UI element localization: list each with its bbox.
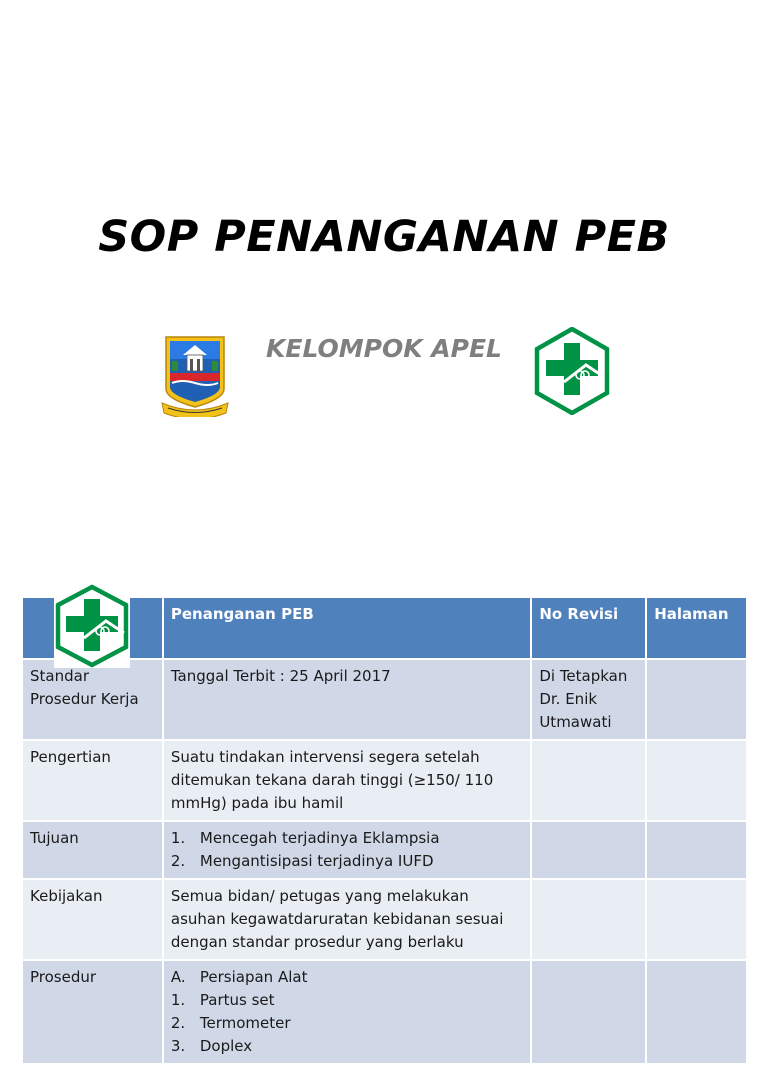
list-item bbox=[171, 966, 523, 989]
row-col4 bbox=[646, 740, 747, 821]
header-revision: No Revisi bbox=[531, 597, 646, 659]
list-item bbox=[171, 850, 523, 873]
row-content: Tanggal Terbit : 25 April 2017 bbox=[163, 659, 531, 740]
puskesmas-logo-icon bbox=[54, 584, 130, 668]
row-col4 bbox=[646, 960, 747, 1064]
list-text: Partus set bbox=[199, 991, 275, 1009]
list-text: Doplex bbox=[199, 1037, 253, 1055]
row-col3 bbox=[531, 879, 646, 960]
list-number: A. bbox=[170, 968, 186, 986]
sop-table bbox=[21, 596, 748, 1065]
row-col3 bbox=[531, 821, 646, 879]
list-item bbox=[171, 1035, 523, 1058]
table-header-row bbox=[22, 597, 747, 659]
puskesmas-logo-icon bbox=[534, 327, 610, 415]
numbered-list bbox=[171, 966, 523, 1058]
row-col3 bbox=[531, 960, 646, 1064]
numbered-list bbox=[171, 827, 523, 873]
row-col4 bbox=[646, 659, 747, 740]
header-title: Penanganan PEB bbox=[163, 597, 531, 659]
row-col4 bbox=[646, 821, 747, 879]
row-label: Pengertian bbox=[22, 740, 163, 821]
table-row bbox=[22, 960, 747, 1064]
list-number: 2. bbox=[170, 1014, 186, 1032]
row-col3 bbox=[531, 740, 646, 821]
row-label: Prosedur bbox=[22, 960, 163, 1064]
slide-title: SOP PENANGANAN PEB bbox=[98, 212, 670, 262]
table-row bbox=[22, 659, 747, 740]
sop-table-container bbox=[21, 596, 748, 1065]
list-text: Mengantisipasi terjadinya IUFD bbox=[199, 852, 434, 870]
row-label: Standar Prosedur Kerja bbox=[22, 659, 163, 740]
row-content: Semua bidan/ petugas yang melakukan asuhan kegawatdaruratan kebidanan sesuai dengan standar prosedur yang berlaku bbox=[163, 879, 531, 960]
slide-subtitle: KELOMPOK APEL bbox=[266, 334, 502, 363]
header-page: Halaman bbox=[646, 597, 747, 659]
row-label: Tujuan bbox=[22, 821, 163, 879]
list-number: 2. bbox=[170, 852, 186, 870]
list-text: Persiapan Alat bbox=[199, 968, 308, 986]
row-content bbox=[163, 821, 531, 879]
row-col4 bbox=[646, 879, 747, 960]
row-label: Kebijakan bbox=[22, 879, 163, 960]
list-number: 1. bbox=[170, 991, 186, 1009]
header-logo-cell bbox=[22, 597, 163, 659]
list-item bbox=[171, 827, 523, 850]
row-content: Suatu tindakan intervensi segera setelah ditemukan tekana darah tinggi (≥150/ 110 mmHg) pada ibu hamil bbox=[163, 740, 531, 821]
row-content bbox=[163, 960, 531, 1064]
table-row bbox=[22, 879, 747, 960]
list-number: 3. bbox=[170, 1037, 186, 1055]
list-text: Mencegah terjadinya Eklampsia bbox=[199, 829, 440, 847]
list-text: Termometer bbox=[199, 1014, 291, 1032]
list-number: 1. bbox=[170, 829, 186, 847]
list-item bbox=[171, 989, 523, 1012]
row-col3: Di Tetapkan Dr. Enik Utmawati bbox=[531, 659, 646, 740]
table-row bbox=[22, 821, 747, 879]
table-row bbox=[22, 740, 747, 821]
title-slide bbox=[0, 0, 768, 512]
